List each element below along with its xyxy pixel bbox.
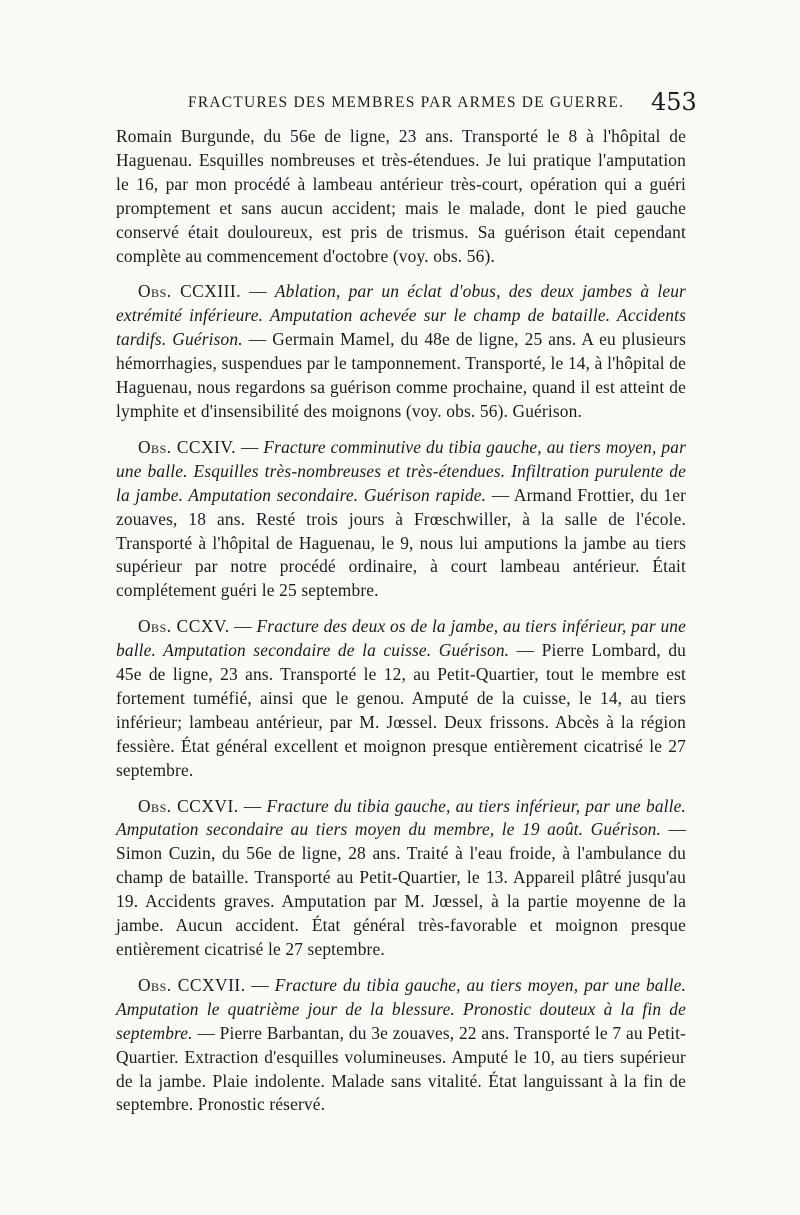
page-number: 453 — [651, 88, 697, 116]
observation-label: Obs. CCXIII. — [138, 281, 242, 302]
observation-text: Pierre Barbantan, du 3e zouaves, 22 ans. Transporté le 7 au Petit-Quartier. Extraction d'esquilles volumineuses. Amputé le 10, au tiers supérieur de la jambe. Plaie indolente. Malade sans vitalité. État languissant à la fin de septembre. Pronostic réservé. — [116, 1022, 686, 1115]
observation-title: Fracture comminutive du tibia gauche, au tiers moyen, par une balle. Esquilles très-nombreuses et très-étendues. Infiltration purulente de la jambe. Amputation secondaire. Guérison rapide. — [116, 436, 686, 505]
observation-title: Fracture des deux os de la jambe, au tiers inférieur, par une balle. Amputation secondaire de la cuisse. Guérison. — [116, 616, 686, 661]
observation-text: Simon Cuzin, du 56e de ligne, 28 ans. Traité à l'eau froide, à l'ambulance du champ de bataille. Transporté au Petit-Quartier, le 13. Appareil plâtré jusqu'au 19. Accidents graves. Amputation par M. Jœssel, à la partie moyenne de la jambe. Aucun accident. État général très-favorable et moignon presque entièrement cicatrisé le 27 septembre. — [116, 843, 686, 959]
observation-title: Fracture du tibia gauche, au tiers moyen, par une balle. Amputation le quatrième jour de la blessure. Pronostic douteux à la fin de septembre. — [116, 974, 686, 1043]
continuation-paragraph: Romain Burgunde, du 56e de ligne, 23 ans. Transporté le 8 à l'hôpital de Haguenau. Esquilles nombreuses et très-étendues. Je lui pratique l'amputation le 16, par mon procédé à lambeau antérieur très-court, opération qui a guéri promptement et sans aucun accident; mais le malade, dont le pied gauche conservé était douloureux, est pris de trismus. Sa guérison était cependant complète au commencement d'octobre (voy. obs. 56). — [116, 126, 686, 266]
observation-label: Obs. CCXIV. — [138, 436, 237, 457]
observation-text: Pierre Lombard, du 45e de ligne, 23 ans. Transporté le 12, au Petit-Quartier, tout le membre est fortement tuméfié, ainsi que le genou. Amputé de la cuisse, le 14, au tiers inférieur; lambeau antérieur, par M. Jœssel. Deux frissons. Abcès à la région fessière. État général excellent et moignon presque entièrement cicatrisé le 27 septembre. — [116, 640, 687, 780]
observation-label: Obs. CCXVI. — [138, 795, 239, 816]
observation-213: Obs. CCXIII. — Ablation, par un éclat d'obus, des deux jambes à leur extrémité inférieure. Amputation achevée sur le champ de bataille. Accidents tardifs. Guérison. — Germain Mamel, du 48e de ligne, 25 ans. A eu plusieurs hémorrhagies, suspendues par le tamponnement. Transporté, le 14, à l'hôpital de Haguenau, nous regardons sa guérison comme prochaine, quand il est atteint de lymphite et d'insensibilité des moignons (voy. obs. 56). Guérison. — [116, 281, 687, 421]
observation-label: Obs. CCXVII. — [138, 974, 246, 995]
observation-label: Obs. CCXV. — [138, 616, 230, 637]
observation-title: Fracture du tibia gauche, au tiers inférieur, par une balle. Amputation secondaire au tiers moyen du membre, le 19 août. Guérison. — [116, 795, 686, 840]
running-title: FRACTURES DES MEMBRES PAR ARMES DE GUERRE. — [188, 94, 625, 111]
observation-215: Obs. CCXV. — Fracture des deux os de la jambe, au tiers inférieur, par une balle. Amputation secondaire de la cuisse. Guérison. — Pierre Lombard, du 45e de ligne, 23 ans. Transporté le 12, au Petit-Quartier, tout le membre est fortement tuméfié, ainsi que le genou. Amputé de la cuisse, le 14, au tiers inférieur; lambeau antérieur, par M. Jœssel. Deux frissons. Abcès à la région fessière. État général excellent et moignon presque entièrement cicatrisé le 27 septembre. — [116, 616, 687, 780]
observation-title: Ablation, par un éclat d'obus, des deux jambes à leur extrémité inférieure. Amputation achevée sur le champ de bataille. Accidents tardifs. Guérison. — [116, 281, 686, 350]
body-text — [116, 125, 686, 1117]
observation-text: Germain Mamel, du 48e de ligne, 25 ans. A eu plusieurs hémorrhagies, suspendues par le tamponnement. Transporté, le 14, à l'hôpital de Haguenau, nous regardons sa guérison comme prochaine, quand il est atteint de lymphite et d'insensibilité des moignons (voy. obs. 56). Guérison. — [116, 329, 687, 421]
page-header — [0, 88, 800, 122]
observation-214: Obs. CCXIV. — Fracture comminutive du tibia gauche, au tiers moyen, par une balle. Esquilles très-nombreuses et très-étendues. Infiltration purulente de la jambe. Amputation secondaire. Guérison rapide. — Armand Frottier, du 1er zouaves, 18 ans. Resté trois jours à Frœschwiller, à la salle de l'école. Transporté à l'hôpital de Haguenau, le 9, nous lui amputions la jambe au tiers supérieur par notre procédé ordinaire, à court lambeau antérieur. Était complétement guéri le 25 septembre. — [116, 436, 687, 601]
observation-216: Obs. CCXVI. — Fracture du tibia gauche, au tiers inférieur, par une balle. Amputation secondaire au tiers moyen du membre, le 19 août. Guérison. — Simon Cuzin, du 56e de ligne, 28 ans. Traité à l'eau froide, à l'ambulance du champ de bataille. Transporté au Petit-Quartier, le 13. Appareil plâtré jusqu'au 19. Accidents graves. Amputation par M. Jœssel, à la partie moyenne de la jambe. Aucun accident. État général très-favorable et moignon presque entièrement cicatrisé le 27 septembre. — [116, 795, 686, 959]
observation-text: Armand Frottier, du 1er zouaves, 18 ans. Resté trois jours à Frœschwiller, à la salle de l'école. Transporté à l'hôpital de Haguenau, le 9, nous lui amputions la jambe au tiers supérieur par notre procédé ordinaire, à court lambeau antérieur. Était complétement guéri le 25 septembre. — [116, 484, 687, 601]
observation-217: Obs. CCXVII. — Fracture du tibia gauche, au tiers moyen, par une balle. Amputation le quatrième jour de la blessure. Pronostic douteux à la fin de septembre. — Pierre Barbantan, du 3e zouaves, 22 ans. Transporté le 7 au Petit-Quartier. Extraction d'esquilles volumineuses. Amputé le 10, au tiers supérieur de la jambe. Plaie indolente. Malade sans vitalité. État languissant à la fin de septembre. Pronostic réservé. — [116, 974, 686, 1115]
